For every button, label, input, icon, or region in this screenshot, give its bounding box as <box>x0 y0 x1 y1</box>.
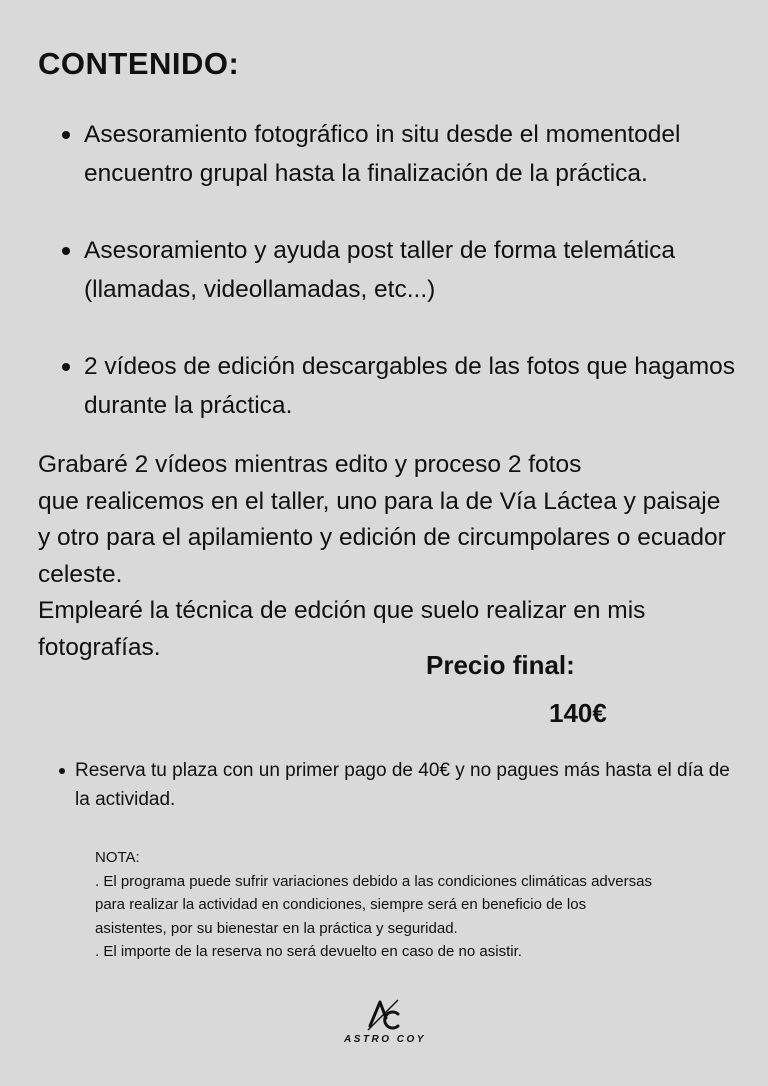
paragraph-line: que realicemos en el taller, uno para la de Vía Láctea y paisaje y otro para el apilamiento y edición de circumpolares o ecuador celeste. <box>38 487 726 588</box>
description-paragraph <box>38 447 738 666</box>
paragraph-line: Emplearé la técnica de edción que suelo realizar en mis fotografías. <box>38 597 646 661</box>
logo-text: ASTRO COY <box>344 1034 426 1045</box>
astro-coy-logo-icon <box>364 996 406 1032</box>
list-item: Asesoramiento fotográfico in situ desde el momentodel encuentro grupal hasta la finalización de la práctica. <box>60 116 740 193</box>
reserve-item: Reserva tu plaza con un primer pago de 40€ y no pagues más hasta el día de la actividad. <box>58 756 738 814</box>
reserve-list <box>58 756 738 814</box>
paragraph-line: Grabaré 2 vídeos mientras edito y proceso 2 fotos <box>38 451 582 478</box>
note-item: . El importe de la reserva no será devuelto en caso de no asistir. <box>95 943 522 960</box>
content-list <box>60 116 740 425</box>
list-item: 2 vídeos de edición descargables de las fotos que hagamos durante la práctica. <box>60 348 740 425</box>
note-block <box>95 846 655 964</box>
price-label: Precio final: <box>426 650 575 680</box>
page-title: CONTENIDO: <box>38 46 240 81</box>
list-item: Asesoramiento y ayuda post taller de forma telemática (llamadas, videollamadas, etc...) <box>60 232 740 309</box>
note-item: . El programa puede sufrir variaciones debido a las condiciones climáticas adversas para realizar la actividad en condiciones, siempre será en beneficio de los asistentes, por su bienestar en la práctica y seguridad. <box>95 872 652 937</box>
logo <box>330 996 440 1056</box>
note-heading: NOTA: <box>95 849 140 866</box>
price-value: 140€ <box>549 698 607 728</box>
